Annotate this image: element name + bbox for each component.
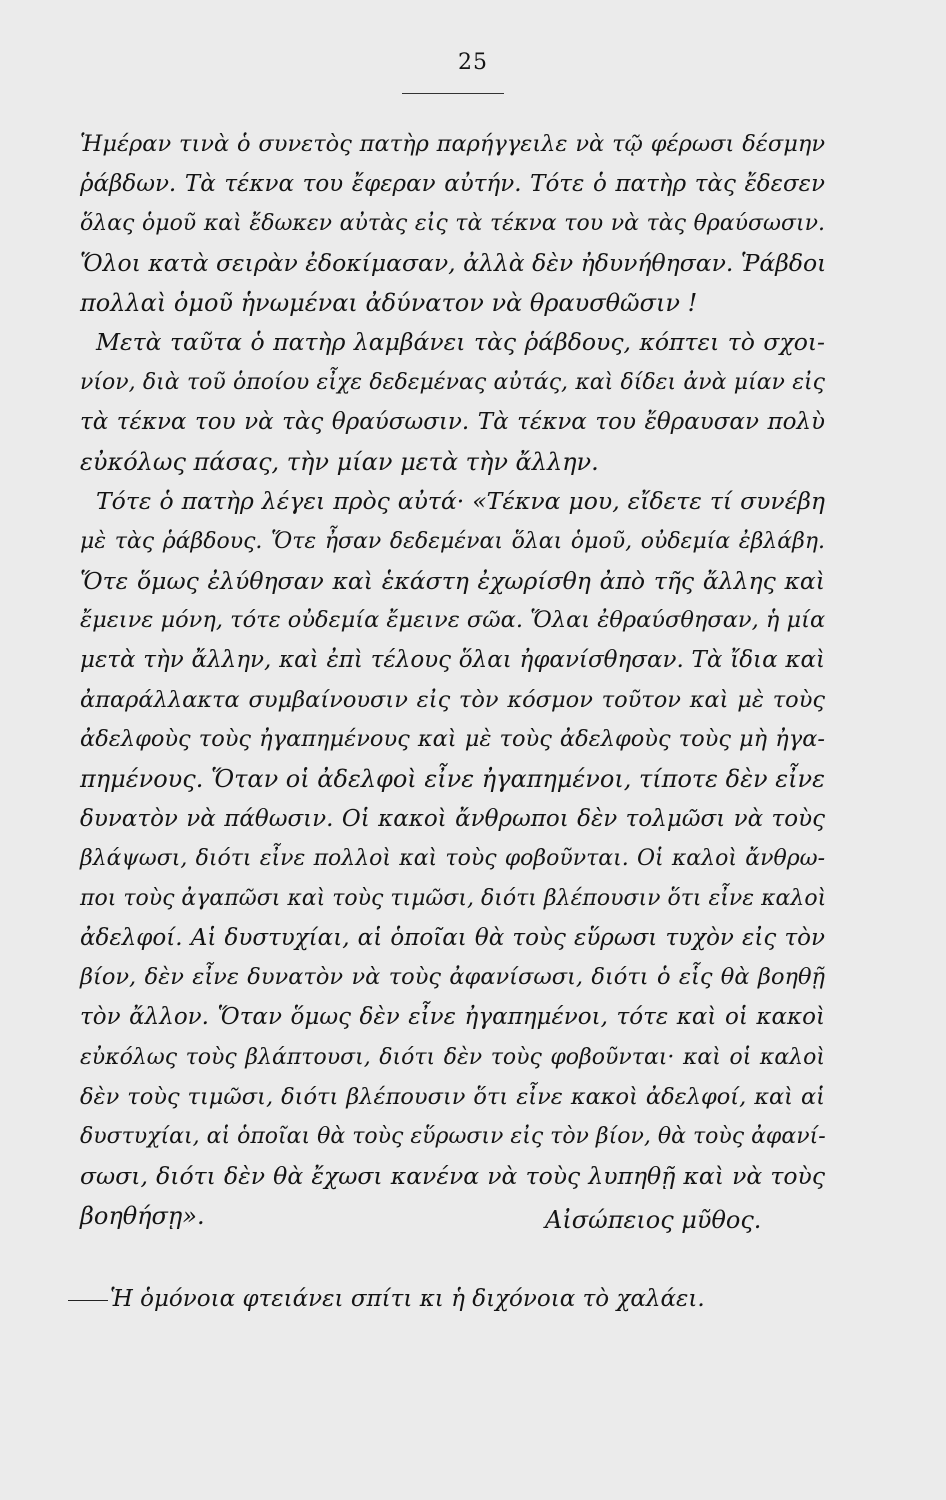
text-line: Ὅτε ὅμως ἐλύθησαν καὶ ἑκάστη ἐχωρίσθη ἀπὸ τῆς ἄλλης καὶ [80,566,825,595]
text-line: σωσι, διότι δὲν θὰ ἔχωσι κανένα νὰ τοὺς λυπηθῇ καὶ νὰ τοὺς [80,1161,825,1190]
text-line: Τότε ὁ πατὴρ λέγει πρὸς αὐτά· «Τέκνα μου, εἴδετε τί συνέβη [96,487,825,516]
text-line: πημένους. Ὅταν οἱ ἀδελφοὶ εἶνε ἠγαπημένοι, τίποτε δὲν εἶνε [80,765,825,793]
text-line: βοηθήσῃ». [80,1201,205,1230]
text-line: Ὅλοι κατὰ σειρὰν ἐδοκίμασαν, ἀλλὰ δὲν ἠδυνήθησαν. Ῥάβδοι [80,249,827,278]
text-line: τὰ τέκνα του νὰ τὰς θραύσωσιν. Τὰ τέκνα του ἔθραυσαν πολὺ [80,408,825,435]
text-line: Ἡμέραν τινὰ ὁ συνετὸς πατὴρ παρήγγειλε νὰ τῷ φέρωσι δέσμην [80,131,825,157]
text-line: ἀδελφοὺς τοὺς ἠγαπημένους καὶ μὲ τοὺς ἀδελφοὺς τοὺς μὴ ἠγα- [80,726,825,753]
text-line: εὐκόλως τοὺς βλάπτουσι, διότι δὲν τοὺς φοβοῦνται· καὶ οἱ καλοὶ [80,1044,825,1070]
text-line: πολλαὶ ὁμοῦ ἡνωμέναι ἀδύνατον νὰ θραυσθῶσιν ! [80,288,698,317]
proverb-text: Ἡ ὁμόνοια φτειάνει σπίτι κι ἡ διχόνοια τὸ χαλάει. [110,1286,705,1312]
fable-text [80,125,825,1236]
text-line: ποι τοὺς ἀγαπῶσι καὶ τοὺς τιμῶσι, διότι βλέπουσιν ὅτι εἶνε καλοὶ [80,886,827,912]
text-line: μὲ τὰς ῥάβδους. Ὅτε ἦσαν δεδεμέναι ὅλαι ὁμοῦ, οὐδεμία ἐβλάβη. [80,528,825,554]
text-line: ῥάβδων. Τὰ τέκνα του ἔφεραν αὐτήν. Τότε ὁ πατὴρ τὰς ἔδεσεν [80,170,825,197]
fable-attribution: Αἰσώπειος μῦθος. [545,1206,762,1234]
text-line: ἔμεινε μόνη, τότε οὐδεμία ἔμεινε σῶα. Ὅλαι ἐθραύσθησαν, ἡ μία [80,607,826,634]
text-line: δὲν τοὺς τιμῶσι, διότι βλέπουσιν ὅτι εἶνε κακοὶ ἀδελφοί, καὶ αἱ [80,1083,825,1110]
text-line: ἀδελφοί. Αἱ δυστυχίαι, αἱ ὁποῖαι θὰ τοὺς εὕρωσι τυχὸν εἰς τὸν [80,924,825,951]
page-number: 25 [458,50,488,75]
text-line: εὐκόλως πάσας, τὴν μίαν μετὰ τὴν ἄλλην. [80,447,599,476]
text-line: Μετὰ ταῦτα ὁ πατὴρ λαμβάνει τὰς ῥάβδους, κόπτει τὸ σχοι- [96,328,825,357]
header-rule [402,93,504,94]
em-dash [68,1300,108,1301]
text-line: ἀπαράλλακτα συμβαίνουσιν εἰς τὸν κόσμον τοῦτον καὶ μὲ τοὺς [80,686,825,713]
text-line: βλάψωσι, διότι εἶνε πολλοὶ καὶ τοὺς φοβοῦνται. Οἱ καλοὶ ἄνθρω- [80,846,825,872]
text-line: μετὰ τὴν ἄλλην, καὶ ἐπὶ τέλους ὅλαι ἠφανίσθησαν. Τὰ ἴδια καὶ [80,646,825,673]
text-line: τὸν ἄλλον. Ὅταν ὅμως δὲν εἶνε ἠγαπημένοι, τότε καὶ οἱ κακοὶ [80,1004,825,1031]
text-line: δυνατὸν νὰ πάθωσιν. Οἱ κακοὶ ἄνθρωποι δὲν τολμῶσι νὰ τοὺς [80,805,825,832]
text-line: νίον, διὰ τοῦ ὁποίου εἶχε δεδεμένας αὐτάς, καὶ δίδει ἀνὰ μίαν εἰς [80,370,825,396]
text-line: βίον, δὲν εἶνε δυνατὸν νὰ τοὺς ἀφανίσωσι, διότι ὁ εἷς θὰ βοηθῇ [80,964,825,991]
text-line: ὅλας ὁμοῦ καὶ ἔδωκεν αὐτὰς εἰς τὰ τέκνα του νὰ τὰς θραύσωσιν. [80,211,825,237]
proverb-line [68,1286,868,1312]
text-line: δυστυχίαι, αἱ ὁποῖαι θὰ τοὺς εὕρωσιν εἰς τὸν βίον, θὰ τοὺς ἀφανί- [80,1124,826,1150]
